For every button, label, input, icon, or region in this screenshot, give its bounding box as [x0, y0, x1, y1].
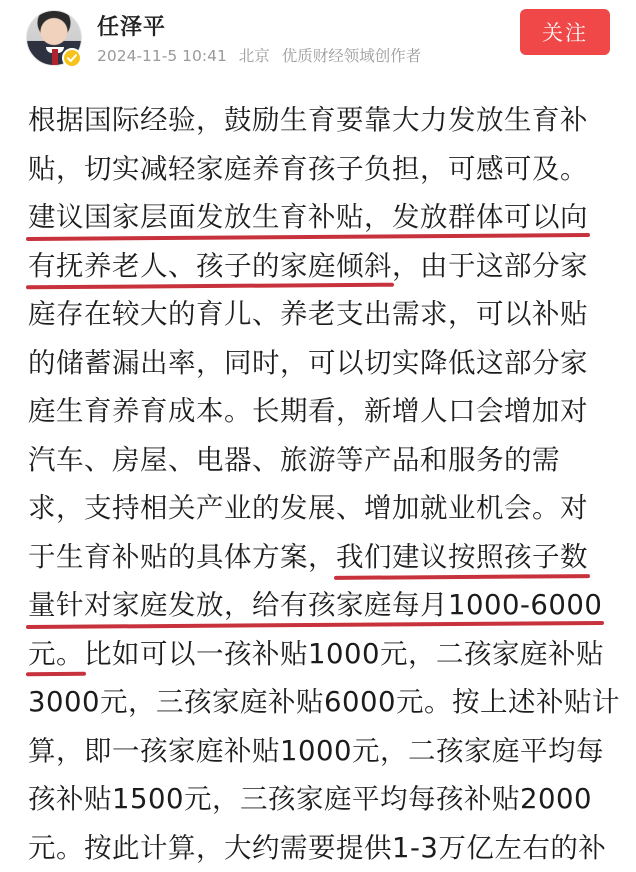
author-title: 优质财经领域创作者	[281, 47, 422, 65]
article-line	[28, 339, 588, 387]
article-line	[28, 824, 606, 872]
highlighted-text: 我们建议按照孩子数	[336, 533, 588, 581]
article-line	[28, 775, 592, 823]
article-text: 元。按此计算，大约需要提供1-3万亿左右的补	[28, 831, 607, 864]
article-text: 孩补贴1500元，三孩家庭平均每孩补贴2000	[28, 783, 592, 815]
author-name[interactable]: 任泽平	[97, 15, 167, 40]
verified-badge-icon	[62, 48, 82, 68]
article-text: 于生育补贴的具体方案，	[28, 540, 336, 573]
article-line	[28, 533, 588, 581]
article-line	[28, 484, 588, 532]
highlighted-text: 建议国家层面发放生育补贴，发放群体可以向	[28, 193, 588, 241]
highlighted-text: 元。	[28, 630, 84, 678]
article-line	[28, 630, 604, 678]
article-text: 根据国际经验，鼓励生育要靠大力发放生育补	[28, 104, 588, 136]
article-text: 求，支持相关产业的发展、增加就业机会。对	[28, 492, 588, 524]
article-line	[28, 290, 588, 338]
article-text: 庭生育养育成本。长期看，新增人口会增加对	[28, 395, 588, 427]
article-text: 庭存在较大的育儿、养老支出需求，可以补贴	[28, 298, 588, 330]
article-line	[28, 387, 588, 435]
article-line	[28, 436, 560, 484]
article-text: 3000元，三孩家庭补贴6000元。按上述补贴计	[28, 686, 620, 718]
article-line	[28, 145, 588, 193]
post-meta	[97, 44, 428, 66]
highlighted-text: 有抚养老人、孩子的家庭倾斜	[28, 242, 392, 290]
avatar-tie	[52, 49, 58, 65]
article-text: 汽车、房屋、电器、旅游等产品和服务的需	[28, 443, 560, 476]
article-text: 贴，切实减轻家庭养育孩子负担，可感可及。	[28, 152, 588, 185]
article-line	[28, 727, 604, 775]
article-line	[28, 193, 588, 241]
article-line	[28, 96, 588, 144]
follow-button[interactable]: 关注	[520, 9, 610, 55]
article-line	[28, 581, 602, 629]
article-text: 比如可以一孩补贴1000元，二孩家庭补贴	[84, 637, 604, 670]
article-line	[28, 678, 620, 726]
highlighted-text: 量针对家庭发放，给有孩家庭每月1000-6000	[28, 581, 602, 629]
article-line	[28, 242, 588, 290]
article-text: 的储蓄漏出率，同时，可以切实降低这部分家	[28, 346, 588, 379]
article-text: 算，即一孩家庭补贴1000元，二孩家庭平均每	[28, 734, 604, 767]
article-text: ，由于这部分家	[392, 249, 588, 282]
post-header	[0, 0, 636, 80]
post-location: 北京	[238, 47, 270, 65]
post-date: 2024-11-5 10:41	[97, 47, 227, 65]
